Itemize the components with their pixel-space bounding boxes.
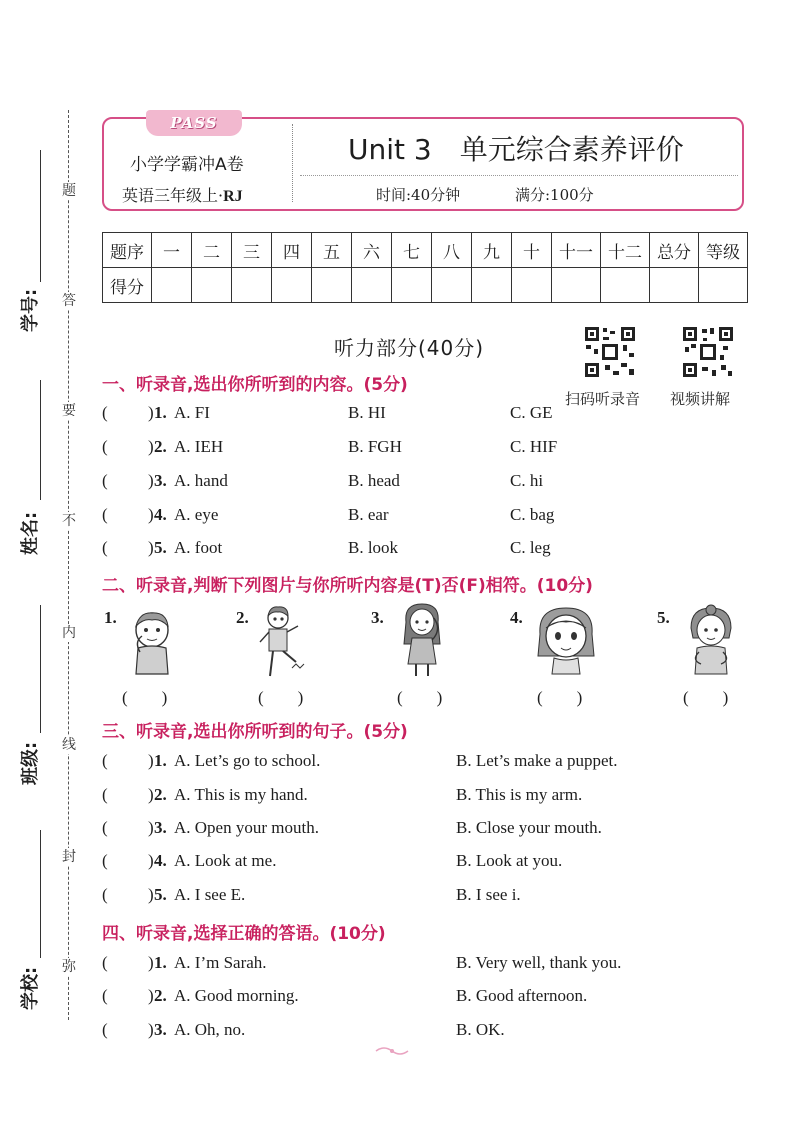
title-divider <box>300 175 738 176</box>
question-number: 4. <box>154 505 167 524</box>
option-a: A. I see E. <box>174 885 246 904</box>
table-header-cell: 三 <box>232 233 272 268</box>
table-header-cell: 十 <box>512 233 552 268</box>
answer-paren-close: ) <box>148 1020 154 1039</box>
option-c: C. HIF <box>510 437 558 456</box>
score-cell[interactable] <box>432 268 472 303</box>
qr-code-video-icon[interactable] <box>681 325 735 379</box>
question-number: 1. <box>154 953 167 972</box>
score-cell[interactable] <box>152 268 192 303</box>
student-id-line[interactable] <box>40 150 41 282</box>
pass-logo: PASS <box>146 110 242 136</box>
option-b: B. FGH <box>348 437 402 456</box>
answer-paren-close: ) <box>148 785 154 804</box>
score-cell[interactable] <box>392 268 432 303</box>
answer-paren[interactable]: ( <box>102 403 108 422</box>
score-cell[interactable] <box>601 268 650 303</box>
option-b: B. HI <box>348 403 386 422</box>
question-number: 1. <box>154 751 167 770</box>
option-c: C. leg <box>510 538 551 557</box>
table-header-cell: 八 <box>432 233 472 268</box>
option-a: A. foot <box>174 538 223 557</box>
girl-touching-head-picture <box>396 600 448 680</box>
answer-paren[interactable]: ( <box>102 851 108 870</box>
option-b: B. OK. <box>456 1020 505 1039</box>
option-a: A. I’m Sarah. <box>174 953 267 972</box>
binding-char: 线 <box>62 737 76 753</box>
name-line[interactable] <box>40 380 41 500</box>
header-divider <box>292 124 293 202</box>
table-row <box>103 268 748 303</box>
score-table <box>102 232 748 303</box>
boy-lifting-leg-picture <box>256 604 312 684</box>
class-label: 班级: <box>20 741 41 785</box>
answer-paren-close: ) <box>148 818 154 837</box>
answer-paren[interactable]: ( <box>102 505 108 524</box>
score-cell[interactable] <box>650 268 699 303</box>
question-number: 2. <box>154 986 167 1005</box>
option-b: B. head <box>348 471 400 490</box>
table-header-cell: 题序 <box>103 233 152 268</box>
table-header-cell: 六 <box>352 233 392 268</box>
picture-number: 1. <box>104 608 117 627</box>
answer-paren[interactable]: ( <box>102 471 108 490</box>
answer-paren[interactable]: ( <box>102 437 108 456</box>
answer-paren-close: ) <box>148 885 154 904</box>
question-number: 5. <box>154 885 167 904</box>
option-b: B. Let’s make a puppet. <box>456 751 618 770</box>
answer-paren[interactable]: ( <box>102 818 108 837</box>
binding-char: 题 <box>62 183 76 199</box>
binding-char: 内 <box>62 625 76 641</box>
answer-paren-close: ) <box>148 471 154 490</box>
answer-paren[interactable]: ( <box>102 538 108 557</box>
score-cell[interactable] <box>192 268 232 303</box>
question-number: 3. <box>154 471 167 490</box>
student-id-label: 学号: <box>20 288 41 332</box>
score-cell[interactable] <box>312 268 352 303</box>
qr-video-label: 视频讲解 <box>670 390 731 408</box>
score-row-label: 得分 <box>103 268 152 303</box>
table-header-cell: 十一 <box>552 233 601 268</box>
option-b: B. Good afternoon. <box>456 986 588 1005</box>
question-number: 3. <box>154 1020 167 1039</box>
score-cell[interactable] <box>512 268 552 303</box>
question-number: 1. <box>154 403 167 422</box>
answer-paren[interactable]: ( <box>102 1020 108 1039</box>
table-header-cell: 十二 <box>601 233 650 268</box>
score-cell[interactable] <box>552 268 601 303</box>
option-c: C. hi <box>510 471 544 490</box>
girl-pointing-picture <box>683 604 739 676</box>
table-header-cell: 五 <box>312 233 352 268</box>
answer-paren[interactable]: ( <box>102 953 108 972</box>
judge-paren[interactable]: ( ) <box>397 688 443 707</box>
binding-char: 不 <box>62 513 76 529</box>
answer-paren-close: ) <box>148 505 154 524</box>
section-4-heading: 四、听录音,选择正确的答语。(10分) <box>102 924 386 944</box>
answer-paren-close: ) <box>148 986 154 1005</box>
table-header-cell: 等级 <box>699 233 748 268</box>
full-score: 满分:100分 <box>515 186 594 204</box>
option-c: C. GE <box>510 403 553 422</box>
picture-number: 5. <box>657 608 670 627</box>
option-b: B. Close your mouth. <box>456 818 602 837</box>
class-line[interactable] <box>40 605 41 733</box>
school-line[interactable] <box>40 830 41 958</box>
option-a: A. Oh, no. <box>174 1020 246 1039</box>
option-b: B. Very well, thank you. <box>456 953 622 972</box>
option-a: A. Look at me. <box>174 851 277 870</box>
binding-char: 弥 <box>62 959 76 975</box>
section-1-heading: 一、听录音,选出你所听到的内容。(5分) <box>102 375 408 395</box>
binding-dashed-line <box>68 110 69 1020</box>
answer-paren-close: ) <box>148 953 154 972</box>
binding-char: 答 <box>62 293 76 309</box>
girl-face-picture <box>534 604 598 676</box>
option-b: B. I see i. <box>456 885 521 904</box>
answer-paren-close: ) <box>148 437 154 456</box>
section-2-heading: 二、听录音,判断下列图片与你所听内容是(T)否(F)相符。(10分) <box>102 576 593 596</box>
table-header-cell: 一 <box>152 233 192 268</box>
option-b: B. This is my arm. <box>456 785 583 804</box>
binding-char: 封 <box>62 849 76 865</box>
picture-number: 4. <box>510 608 523 627</box>
picture-number: 2. <box>236 608 249 627</box>
option-a: A. Good morning. <box>174 986 299 1005</box>
binding-char: 要 <box>62 403 76 419</box>
table-header-cell: 七 <box>392 233 432 268</box>
score-cell[interactable] <box>472 268 512 303</box>
judge-paren[interactable]: ( ) <box>258 688 304 707</box>
answer-paren[interactable]: ( <box>102 751 108 770</box>
judge-paren[interactable]: ( ) <box>537 688 583 707</box>
table-header-cell: 四 <box>272 233 312 268</box>
answer-paren-close: ) <box>148 851 154 870</box>
score-cell[interactable] <box>272 268 312 303</box>
option-b: B. ear <box>348 505 389 524</box>
page-title: Unit 3 单元综合素养评价 <box>348 133 684 166</box>
judge-paren[interactable]: ( ) <box>683 688 729 707</box>
name-label: 姓名: <box>20 511 41 555</box>
question-number: 4. <box>154 851 167 870</box>
qr-audio-label: 扫码听录音 <box>565 390 641 408</box>
judge-paren[interactable]: ( ) <box>122 688 168 707</box>
option-a: A. This is my hand. <box>174 785 308 804</box>
time-limit: 时间:40分钟 <box>376 186 461 204</box>
picture-number: 3. <box>371 608 384 627</box>
question-number: 2. <box>154 437 167 456</box>
answer-paren-close: ) <box>148 751 154 770</box>
boy-touching-face-picture <box>122 608 182 680</box>
score-cell[interactable] <box>232 268 272 303</box>
school-label: 学校: <box>20 966 41 1010</box>
question-number: 2. <box>154 785 167 804</box>
table-header-cell: 九 <box>472 233 512 268</box>
option-a: A. IEH <box>174 437 224 456</box>
option-a: A. eye <box>174 505 219 524</box>
option-a: A. Let’s go to school. <box>174 751 321 770</box>
question-number: 5. <box>154 538 167 557</box>
option-c: C. bag <box>510 505 555 524</box>
option-a: A. Open your mouth. <box>174 818 319 837</box>
qr-code-audio-icon[interactable] <box>583 325 637 379</box>
option-b: B. Look at you. <box>456 851 563 870</box>
listening-title: 听力部分(40分) <box>334 336 485 360</box>
series-name: 小学学霸冲A卷 <box>130 155 244 175</box>
answer-paren-close: ) <box>148 538 154 557</box>
answer-paren[interactable]: ( <box>102 885 108 904</box>
option-a: A. FI <box>174 403 210 422</box>
answer-paren[interactable]: ( <box>102 785 108 804</box>
footer-ornament-icon <box>372 1045 412 1057</box>
option-b: B. look <box>348 538 399 557</box>
score-cell[interactable] <box>699 268 748 303</box>
table-header-cell: 二 <box>192 233 232 268</box>
grade-label: 英语三年级上·RJ <box>122 186 243 205</box>
score-cell[interactable] <box>352 268 392 303</box>
section-3-heading: 三、听录音,选出你所听到的句子。(5分) <box>102 722 408 742</box>
answer-paren[interactable]: ( <box>102 986 108 1005</box>
option-a: A. hand <box>174 471 228 490</box>
table-row <box>103 233 748 268</box>
question-number: 3. <box>154 818 167 837</box>
table-header-cell: 总分 <box>650 233 699 268</box>
answer-paren-close: ) <box>148 403 154 422</box>
